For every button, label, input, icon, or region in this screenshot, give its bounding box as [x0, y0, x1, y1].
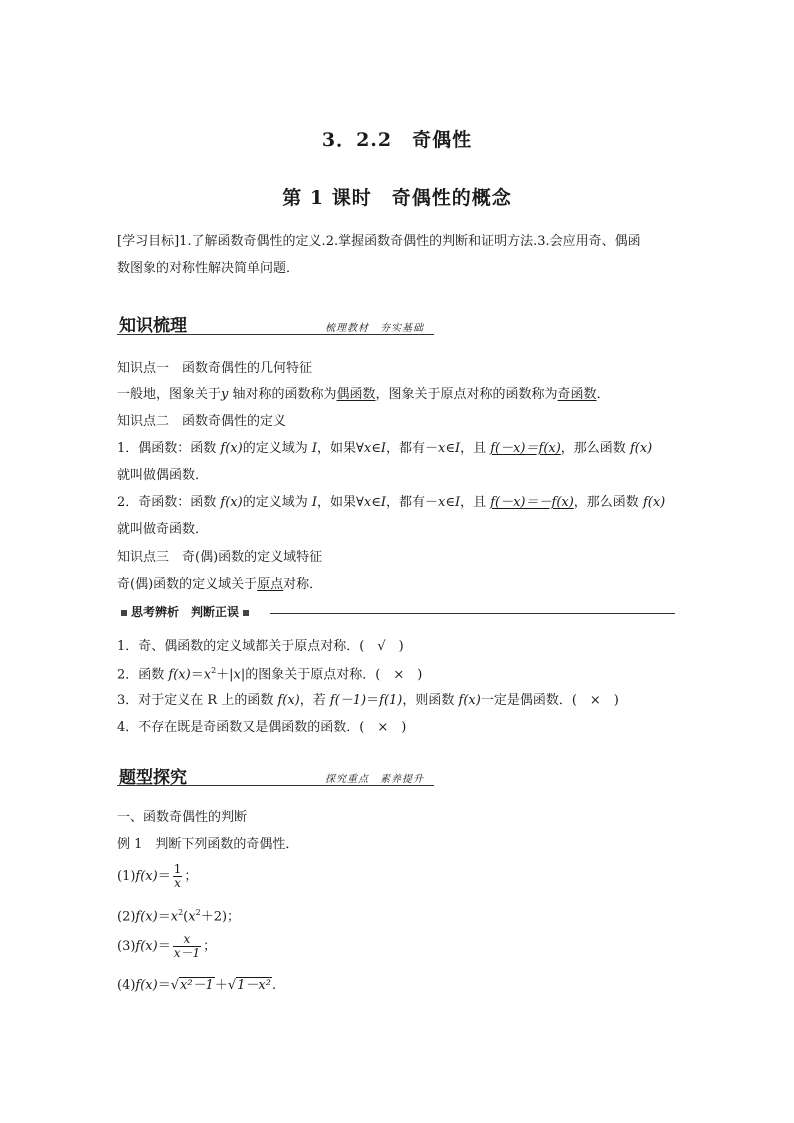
t: ＋2)；: [200, 909, 241, 925]
math-fx: f(x): [135, 909, 158, 925]
t: (: [183, 909, 189, 925]
t: ＝: [157, 939, 171, 954]
term-odd-function: 奇函数: [557, 387, 597, 402]
math-fx: f(x): [642, 495, 666, 510]
square-bullet-icon: [243, 610, 249, 616]
t: ＝: [190, 667, 204, 683]
think-q2: [117, 667, 422, 681]
even-condition: f(－x)＝f(x): [490, 441, 561, 456]
t: ＝: [157, 909, 171, 925]
section-slogan-explore: 探究重点 素养提升: [325, 774, 424, 785]
section-slogan-knowledge: 梳理教材 夯实基础: [325, 323, 424, 334]
learning-goals-label: [学习目标]: [117, 234, 180, 249]
learning-goals-line1: [117, 235, 641, 248]
think-heading: 思考辨析 判断正误: [131, 605, 240, 619]
kp3-text: [117, 578, 322, 591]
math-x: x: [170, 909, 179, 925]
t: ∈: [445, 441, 455, 456]
t: 2．函数: [117, 667, 169, 683]
math-I: I: [311, 441, 317, 456]
math-I: I: [454, 495, 461, 510]
t: ＝√: [157, 978, 180, 993]
kp1-text: [117, 388, 610, 401]
math-x: x: [233, 667, 241, 683]
example1-item4: [117, 979, 276, 992]
kp2-title: 知识点二 函数奇偶性的定义: [117, 414, 287, 429]
fraction-numerator: 1: [173, 862, 182, 876]
math-x: x: [203, 667, 212, 683]
math-fx: f(x): [458, 693, 481, 708]
t: ，那么函数: [560, 441, 630, 456]
example1-item2: [117, 909, 240, 923]
math-I: I: [311, 495, 317, 510]
kp2-item2-line1: [117, 496, 665, 509]
math-fx: f(x): [135, 939, 158, 954]
example1-prompt: 例 1 判断下列函数的奇偶性．: [117, 837, 299, 852]
fraction-denominator: x－1: [173, 946, 201, 960]
math-fx: f(x): [168, 667, 191, 683]
math-fx: f(x): [135, 978, 158, 993]
t: ，那么函数: [573, 495, 643, 510]
math-I: I: [380, 441, 386, 456]
t: 3．对于定义在 R 上的函数: [117, 693, 278, 708]
t: 1．偶函数：函数: [117, 441, 221, 456]
t: ；: [203, 939, 217, 954]
t: (1): [117, 869, 136, 884]
fraction: [173, 933, 201, 960]
math-I: I: [380, 495, 386, 510]
example1-item1: [117, 863, 197, 891]
square-bullet-icon: [121, 610, 127, 616]
t: ＋√: [214, 978, 237, 993]
t: 奇(偶)函数的定义域关于: [117, 577, 258, 592]
radicand: 1－x²: [237, 978, 271, 993]
learning-goals-line2: 数图象的对称性解决简单问题．: [117, 261, 300, 276]
t: 的定义域为: [242, 441, 312, 456]
math-I: I: [454, 441, 461, 456]
math-sup: 2: [178, 908, 184, 917]
kp2-item1-line2: 就叫做偶函数．: [117, 468, 209, 483]
page-title: 3．2.2 奇偶性: [321, 129, 473, 151]
section-rule-knowledge: [117, 334, 434, 335]
learning-goals-text: 1.了解函数奇偶性的定义.2.掌握函数奇偶性的判断和证明方法.3.会应用奇、偶函: [179, 234, 641, 249]
kp1-text-b: 轴对称的函数称为: [228, 387, 337, 402]
t: (2): [117, 909, 136, 925]
t: .: [271, 978, 277, 993]
math-fx: f(x): [220, 441, 243, 456]
odd-condition: f(－x)＝－f(x): [490, 495, 574, 510]
t: ，如果∀: [316, 441, 364, 456]
t: 对称．: [283, 577, 323, 592]
example1-item3: [117, 932, 216, 962]
math-x: x: [363, 441, 372, 456]
t: ∈: [371, 495, 381, 510]
think-q3: [117, 694, 619, 707]
kp2-item2-line2: 就叫做奇函数．: [117, 522, 209, 537]
t: ，且: [460, 495, 491, 510]
math-x: x: [437, 495, 446, 510]
term-even-function: 偶函数: [336, 387, 376, 402]
t: 一定是偶函数．( × ): [480, 693, 619, 708]
math-fx: f(x): [135, 869, 158, 884]
t: ，且: [460, 441, 491, 456]
section-heading-explore: 题型探究: [119, 768, 187, 788]
t: (4): [117, 978, 136, 993]
t: ，若: [299, 693, 330, 708]
fraction: [173, 863, 183, 890]
part1-title: 一、函数奇偶性的判断: [117, 810, 248, 825]
kp1-title: 知识点一 函数奇偶性的几何特征: [117, 361, 313, 376]
kp2-item1-line1: [117, 442, 652, 455]
math-fx: f(x): [277, 693, 300, 708]
t: ，则函数: [402, 693, 459, 708]
math-x: x: [188, 909, 196, 925]
t: |的图象关于原点对称．( × ): [240, 667, 423, 683]
t: ∈: [371, 441, 381, 456]
math-x: x: [437, 441, 446, 456]
t: ＝: [366, 693, 380, 708]
kp1-text-a: 一般地，图象关于: [117, 387, 222, 402]
t: 2．奇函数：函数: [117, 495, 221, 510]
t: (3): [117, 939, 136, 954]
section-rule-explore: [117, 785, 434, 786]
think-q1: 1．奇、偶函数的定义域都关于原点对称．( √ ): [117, 639, 404, 654]
fraction-denominator: x: [174, 876, 181, 890]
t: ＝: [157, 869, 171, 884]
think-q4: 4．不存在既是奇函数又是偶函数的函数．( × ): [117, 720, 407, 735]
math-sup: 2: [211, 666, 217, 675]
think-rule: [270, 613, 675, 614]
kp1-text-c: ，图象关于原点对称的函数称为: [375, 387, 558, 402]
kp3-title: 知识点三 奇(偶)函数的定义域特征: [117, 550, 323, 565]
section-heading-knowledge: 知识梳理: [119, 316, 187, 336]
math-sup: 2: [195, 908, 201, 917]
math-f: f(1): [379, 693, 403, 708]
fraction-numerator: x: [183, 932, 191, 946]
term-origin: 原点: [257, 577, 284, 592]
t: 的定义域为: [242, 495, 312, 510]
math-fx: f(x): [220, 495, 243, 510]
t: ；: [184, 869, 198, 884]
math-f: f(－1): [329, 693, 367, 708]
t: ，都有－: [385, 495, 438, 510]
kp1-text-d: ．: [596, 387, 610, 402]
think-heading-row: [117, 606, 253, 618]
t: ＋|: [216, 667, 234, 683]
lesson-subtitle: 第 1 课时 奇偶性的概念: [282, 187, 512, 209]
var-y: y: [221, 387, 229, 402]
t: ∈: [445, 495, 455, 510]
t: ，如果∀: [316, 495, 364, 510]
t: ，都有－: [385, 441, 438, 456]
math-x: x: [363, 495, 372, 510]
radicand: x²－1: [180, 978, 214, 993]
math-fx: f(x): [629, 441, 653, 456]
